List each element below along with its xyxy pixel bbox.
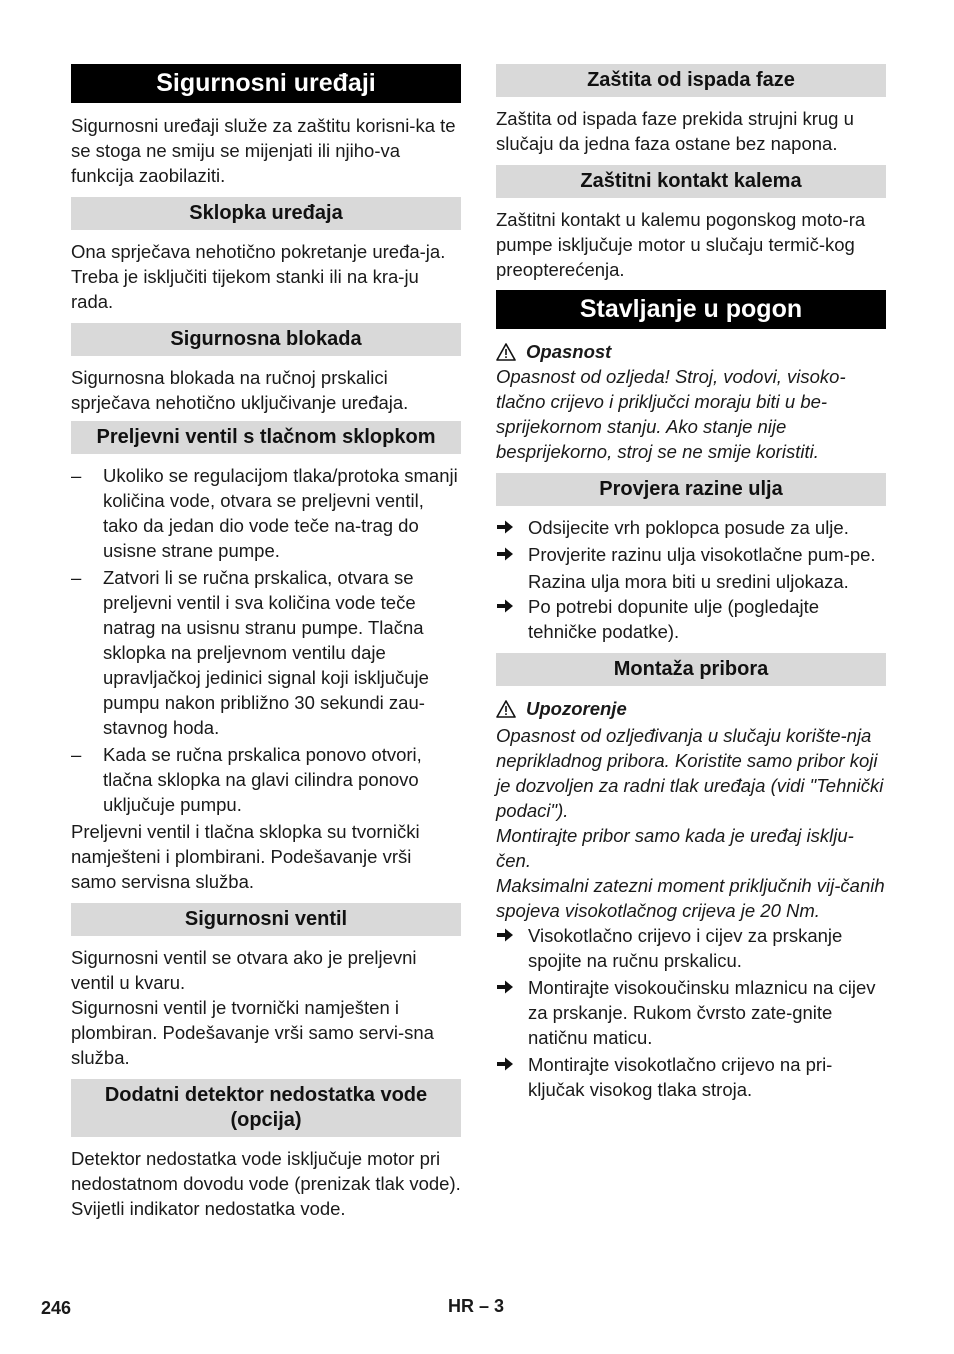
list-item [71,742,461,817]
heading-oil-level-check: Provjera razine ulja [496,473,886,506]
arrow-right-icon [496,519,514,535]
overflow-valve-note: Preljevni ventil i tlačna sklopka su tvornički namješteni i plombirani. Podešavanje vrši samo servisna služba. [71,821,420,892]
list-item [71,463,461,563]
list-item [496,923,886,973]
list-item-text: Provjerite razinu ulja visokotlačne pum-pe. [528,544,876,565]
list-item-text: Po potrebi dopunite ulje (pogledajte tehničke podatke). [528,596,820,642]
coil-contact-text: Zaštitni kontakt u kalemu pogonskog moto-ra pumpe isključuje motor u slučaju termič-kog preopterećenja. [496,209,866,280]
dash-bullet: – [71,744,82,765]
list-item-text: Zatvori li se ručna prskalica, otvara se preljevni ventil i sva količina vode teče natrag na usisnu stranu pumpe. Tlačna sklopka na preljevnom ventilu daje upravljačkoj jedinici signal koji isključuje pumpu nakon približno 30 sekundi zau-stavnog hoda. [103,567,429,738]
right-column [496,64,886,1104]
arrow-right-icon [496,546,514,562]
dash-bullet: – [71,465,82,486]
danger-label: Opasnost [526,341,612,362]
oil-check-list-2 [496,594,886,644]
list-item-text: Ukoliko se regulacijom tlaka/protoka smanji količina vode, otvara se preljevni ventil, tako da jedan dio vode teče na-trag do usisne strane pumpe. [103,465,458,561]
page-number: 246 [41,1298,72,1318]
device-switch-text: Ona sprječava nehotično pokretanje uređa-ja. Treba je isključiti tijekom stanki ili na kra-ju rada. [71,241,446,312]
heading-coil-contact: Zaštitni kontakt kalema [496,165,886,198]
left-column [71,64,461,1221]
water-detector-text-2: Svijetli indikator nedostatka vode. [71,1198,346,1219]
list-item-text: Montirajte visokotlačno crijevo na pri-ključak visokog tlaka stroja. [528,1054,833,1100]
section-title-safety-devices: Sigurnosni uređaji [71,64,461,103]
heading-device-switch: Sklopka uređaja [71,197,461,230]
heading-overflow-valve: Preljevni ventil s tlačnom sklopkom [71,421,461,454]
heading-accessory-mounting: Montaža pribora [496,653,886,686]
water-detector-text-1: Detektor nedostatka vode isključuje motor pri nedostatnom dovodu vode (prenizak tlak vode). [71,1148,461,1194]
heading-safety-lock: Sigurnosna blokada [71,323,461,356]
list-item-text: Odsijecite vrh poklopca posude za ulje. [528,517,849,538]
warning-text-2: Montirajte pribor samo kada je uređaj isklju-čen. [496,825,854,871]
arrow-right-icon [496,1056,514,1072]
dash-bullet: – [71,567,82,588]
list-item-text: Kada se ručna prskalica ponovo otvori, tlačna sklopka na glavi cilindra ponovo uključuje pumpu. [103,744,422,815]
list-item [496,515,886,540]
list-item [496,542,886,567]
safety-intro-text: Sigurnosni uređaji služe za zaštitu korisni-ka te se stoga ne smiju se mijenjati ili njiho-va funkcija zaobilaziti. [71,115,456,186]
heading-water-shortage-detector: Dodatni detektor nedostatka vode (opcija) [71,1079,461,1137]
warning-triangle-icon [496,700,516,718]
accessory-steps-list [496,923,886,1102]
safety-valve-text-2: Sigurnosni ventil je tvornički namješten i plombiran. Podešavanje vrši samo servi-sna služba. [71,997,434,1068]
language-page-marker: HR – 3 [448,1296,505,1316]
phase-protection-text: Zaštita od ispada faze prekida strujni krug u slučaju da jedna faza ostane bez napona. [496,108,854,154]
section-title-start-up: Stavljanje u pogon [496,290,886,329]
overflow-valve-list [71,463,461,817]
oil-check-list [496,515,886,567]
danger-text: Opasnost od ozljeda! Stroj, vodovi, visoko-tlačno crijevo i priključci moraju biti u be-sprijekornom stanju. Ako stanje nije besprijekorno, stroj se ne smije koristiti. [496,366,846,462]
danger-label-row [496,339,886,364]
safety-lock-text: Sigurnosna blokada na ručnoj prskalici sprječava nehotično uključivanje uređaja. [71,367,409,413]
list-item-text: Montirajte visokoučinsku mlaznicu na cijev za prskanje. Rukom čvrsto zate-gnite natičnu maticu. [528,977,876,1048]
warning-triangle-icon [496,343,516,361]
list-item-text: Visokotlačno crijevo i cijev za prskanje spojite na ručnu prskalicu. [528,925,843,971]
warning-text-3: Maksimalni zatezni moment priključnih vij-čanih spojeva visokotlačnog crijeva je 20 Nm. [496,875,885,921]
warning-label-row [496,696,886,721]
warning-text-1: Opasnost od ozljeđivanja u slučaju korište-nja neprikladnog pribora. Koristite samo pribor koji je dozvoljen za radni tlak uređaja (vidi "Tehnički podaci"). [496,725,884,821]
heading-safety-valve: Sigurnosni ventil [71,903,461,936]
list-item [496,1052,886,1102]
list-item [71,565,461,740]
arrow-right-icon [496,927,514,943]
heading-phase-protection: Zaštita od ispada faze [496,64,886,97]
safety-valve-text-1: Sigurnosni ventil se otvara ako je preljevni ventil u kvaru. [71,947,417,993]
oil-level-note: Razina ulja mora biti u sredini uljokaza. [528,571,849,592]
warning-label: Upozorenje [526,698,627,719]
list-item [496,975,886,1050]
arrow-right-icon [496,979,514,995]
list-item [496,594,886,644]
arrow-right-icon [496,598,514,614]
